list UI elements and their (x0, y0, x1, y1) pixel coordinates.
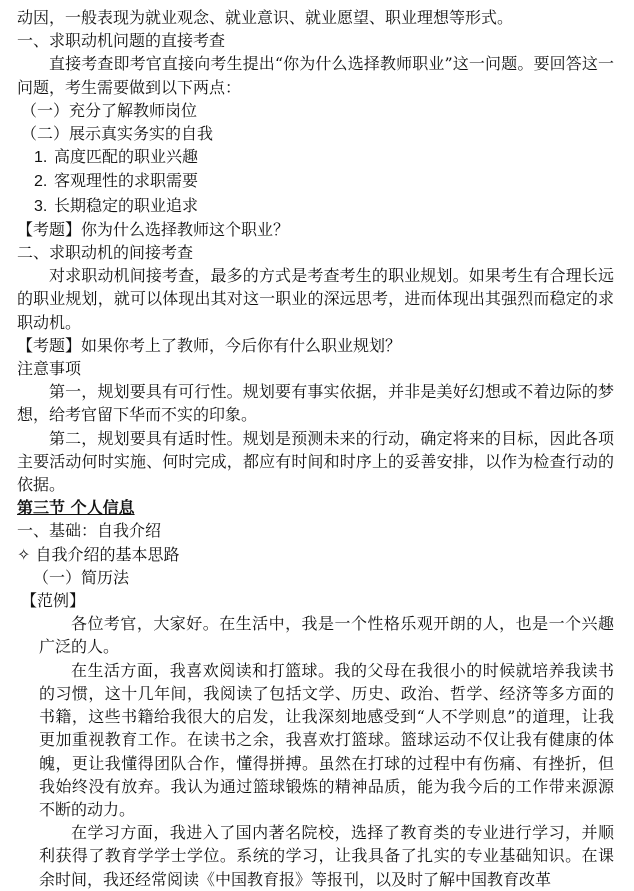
paragraph: 在生活方面，我喜欢阅读和打篮球。我的父母在我很小的时候就培养我读书的习惯，这十几年间，我阅读了包括文学、历史、政治、哲学、经济等多方面的书籍，这些书籍给我很大的启发，让我深刻地感受到“人不学则息”的道理，让我更加重视教育工作。在读书之余，我喜欢打篮球。篮球运动不仅让我有健康的体魄，更让我懂得团队合作，懂得拼搏。虽然在打球的过程中有伤痛、有挫折，但我始终没有放弃。我认为通过篮球锻炼的精神品质，能为我今后的工作带来源源不断的动力。 (39, 660, 614, 819)
paragraph: 第二，规划要具有适时性。规划是预测未来的行动，确定将来的目标，因此各项主要活动何时实施、何时完成，都应有时间和时序上的妥善安排，以作为检查行动的依据。 (17, 428, 614, 495)
example-label: 【范例】 (21, 591, 86, 611)
list-item (17, 145, 614, 169)
paragraph: 在学习方面，我进入了国内著名院校，选择了教育类的专业进行学习，并顺利获得了教育学学士学位。系统的学习，让我具备了扎实的专业基础知识。在课余时间，我还经常阅读《中国教育报》等报刊，以及时了解中国教育改革 (39, 823, 614, 889)
diamond-heading: ✧ 自我介绍的基本思路 (17, 544, 180, 564)
sample-block (17, 612, 614, 890)
list-item (17, 169, 614, 193)
paragraph: 对求职动机间接考查，最多的方式是考查考生的职业规划。如果考生有合理长远的职业规划，就可以体现出其对这一职业的深远思考，进而体现出其强烈而稳定的求职动机。 (17, 266, 614, 332)
list-number: 2. (34, 173, 48, 191)
notes-heading: 注意事项 (17, 359, 82, 379)
exam-question: 【考题】如果你考上了教师，今后你有什么职业规划？ (17, 335, 402, 355)
subheading: （二）展示真实务实的自我 (21, 124, 214, 144)
list-item-text: 高度匹配的职业兴趣 (54, 147, 199, 167)
paragraph: 各位考官，大家好。在生活中，我是一个性格乐观开朗的人，也是一个兴趣广泛的人。 (39, 614, 614, 657)
section-heading: 一、求职动机问题的直接考查 (17, 31, 226, 51)
section-heading: 二、求职动机的间接考查 (17, 243, 194, 263)
list-item-text: 长期稳定的职业追求 (54, 195, 199, 215)
paragraph: 第一，规划要具有可行性。规划要有事实依据，并非是美好幻想或不着边际的梦想，给考官留下华而不实的印象。 (17, 382, 614, 425)
section-title: 第三节 个人信息 (17, 498, 135, 518)
text-line: 动因，一般表现为就业观念、就业意识、就业愿望、职业理想等形式。 (17, 8, 514, 27)
list-number: 1. (34, 149, 48, 167)
subheading: （一）充分了解教师岗位 (21, 100, 198, 120)
exam-question: 【考题】你为什么选择教师这个职业？ (17, 219, 290, 239)
paragraph: 直接考查即考官直接向考生提出“你为什么选择教师职业”这一问题。要回答这一问题，考生需要做到以下两点： (17, 54, 614, 97)
list-item (17, 194, 614, 218)
section-heading: 一、基础：自我介绍 (17, 521, 162, 541)
list-item-text: 客观理性的求职需要 (54, 171, 199, 191)
subheading: （一）简历法 (33, 567, 130, 587)
list-number: 3. (34, 197, 48, 215)
